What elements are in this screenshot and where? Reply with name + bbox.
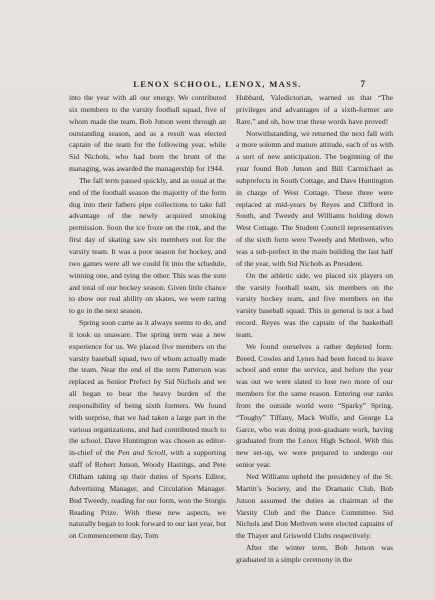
- paragraph: Hubbard, Valedictorian, warned us that “The privileges and advantages of a sixth-former are Rare,” and oh, how true these words have proved!: [236, 93, 393, 126]
- page-number: 7: [360, 79, 365, 89]
- paragraph: Ned Williams upheld the presidency of the St. Martin’s Society, and the Dramatic Club, Bob Jutson assumed the duties as chairman of the Varsity Club and the Dance Committee. Sid Nichols and Don Methven were elected captains of the Thayer and Griswold Clubs respectively.: [236, 472, 393, 541]
- paragraph-text: , with a supporting staff of Robert Jutson, Woody Hastings, and Pete Oldham taking up their duties of Sports Editor, Advertising Manager, and Circulation Manager. Bud Tweedy, reading for our form, won the Sturgis Reading Prize. With these new aspects, we naturally began to look forward to our last year, but on Commencement day, Tom: [69, 448, 226, 541]
- left-column: [69, 92, 226, 542]
- paragraph: into the year with all our energy. We contributed six members to the varsity football squad, five of whom made the team. Bob Jutson went through an outstanding season, and as a result was elected captain of the team for the following year, while Sid Nichols, who had born the brunt of the managing, was awarded the managership for 1944.: [69, 93, 226, 174]
- paragraph: After the winter term, Bob Jutson was graduated in a simple ceremony in the: [236, 543, 393, 564]
- running-head: LENOX SCHOOL, LENOX, MASS.: [133, 79, 302, 89]
- publication-title: Pen and Scroll: [117, 448, 166, 458]
- paragraph: On the athletic side, we placed six players on the varsity football team, six members on the varsity hockey team, and five members on the varsity baseball squad. This in general is not a bad record. Reyes was the captain of the basketball team.: [236, 270, 393, 339]
- paragraph-text: Spring soon came as it always seems to do, and it took us unaware. The spring term was a new experience for us. We placed five members on the varsity baseball squad, two of whom actually made the team. Near the end of the term Patterson was replaced as Senior Prefect by Sid Nichols and we all began to bear the heavy burden of the responsibility of being sixth formers. We found with surprise, that we had taken a large part in the various organizations, and had contributed much to the school. Dave Huntington was chosen as editor-in-chief of the: [69, 318, 226, 458]
- right-column: [236, 92, 393, 566]
- paragraph: The fall term passed quickly, and as usual at the end of the football season the majority of the form dug into their fathers pipe collections to take full advantage of the newly acquired smoking permission. Soon the ice froze on the rink, and the first day of skating saw six members out for the varsity team. It was a poor season for hockey, and two games were all we could fit into the schedule, winning one, and tying the other. This was the sum and total of our hockey season. Given little chance to show our real ability on skates, we were raring to go in the next season.: [69, 175, 226, 316]
- paragraph: [69, 317, 226, 542]
- paragraph: We found ourselves a rather depleted form. Breed, Cowles and Lynes had been forced to leave school and enter the service, and before the year was out we were slated to lose two more of our members for the same reason. Entering our ranks from the outside world were “Sparky” Spring, “Toughy” Tiffany, Mack Wolfe, and George La Garce, who was doing post-graduate work, having graduated from the Lenox High School. With this new set-up, we were prepared to undergo our senior year.: [236, 341, 393, 470]
- paragraph: Notwithstanding, we returned the next fall with a more solemn and mature attitude, each of us with a sort of new anticipation. The beginning of the year found Bob Jutson and Bill Carmichael as subprefects in South Cottage, and Dave Huntington in charge of West Cottage. These three were replaced at mid-years by Reyes and Clifford in South, and Tweedy and Williams holding down West Cottage. The Student Council representatives of the sixth form were Tweedy and Methven, who was a sub-prefect in the main building the last half of the year, with Sid Nichols as President.: [236, 128, 393, 268]
